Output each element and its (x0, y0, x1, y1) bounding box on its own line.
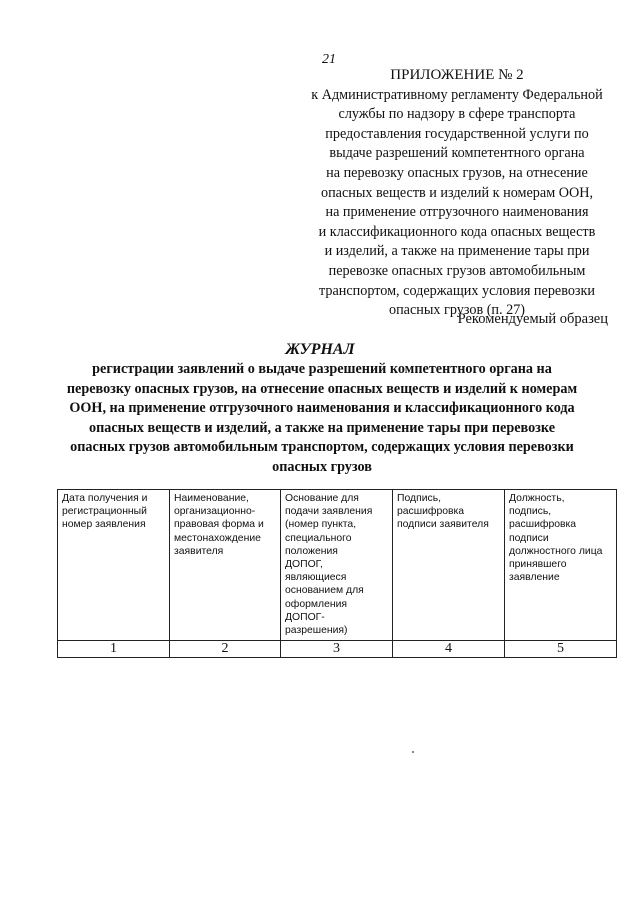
journal-subtitle-line: перевозку опасных грузов, на отнесение опасных веществ и изделий к номерам (66, 380, 578, 397)
appendix-text (292, 86, 622, 321)
column-header-line: ДОПОГ- (285, 611, 325, 623)
column-header-line: заявление (509, 572, 560, 584)
appendix-line: перевозке опасных грузов автомобильным (328, 262, 586, 279)
appendix-line: на применение отгрузочного наименования (325, 204, 589, 221)
appendix-line: службы по надзору в сфере транспорта (338, 106, 576, 123)
column-header-line: Дата получения и (62, 493, 148, 504)
column-header-line: являющиеся (285, 572, 347, 584)
column-header-line: разрешения) (285, 625, 348, 637)
appendix-line: предоставления государственной услуги по (325, 125, 589, 142)
column-number-1: 1 (58, 641, 170, 658)
column-header-line: местонахождение (174, 532, 261, 544)
appendix-block (292, 66, 622, 321)
column-number-4: 4 (393, 641, 505, 658)
journal-subtitle-line: ООН, на применение отгрузочного наименования и классификационного кода (69, 400, 575, 417)
column-header-1 (58, 490, 170, 641)
journal-subtitle-line: регистрации заявлений о выдаче разрешений компетентного органа на (92, 361, 552, 377)
journal-subtitle-line: опасных грузов автомобильным транспортом, содержащих условия перевозки (70, 439, 574, 456)
column-header-line: Должность, (509, 493, 565, 504)
column-header-line: основанием для (285, 585, 364, 597)
column-header-line: ДОПОГ, (285, 559, 323, 571)
appendix-line: опасных веществ и изделий к номерам ООН, (320, 184, 593, 201)
column-header-line: расшифровка (509, 519, 577, 531)
column-header-line: номер заявления (62, 519, 146, 531)
table-number-row (58, 641, 617, 658)
scan-speck (412, 751, 414, 753)
column-number-2: 2 (170, 641, 281, 658)
column-header-line: принявшего (509, 559, 567, 571)
appendix-line: и классификационного кода опасных веществ (318, 223, 596, 240)
appendix-line: выдаче разрешений компетентного органа (329, 145, 585, 162)
column-header-line: (номер пункта, (285, 519, 357, 531)
journal-title: ЖУРНАЛ (285, 341, 355, 358)
journal-subtitle-line: опасных грузов (272, 458, 372, 475)
appendix-line: опасных грузов (п. 27) (388, 302, 526, 319)
appendix-line: к Административному регламенту Федеральной (311, 86, 603, 103)
column-header-line: подписи (509, 532, 549, 544)
column-header-4 (393, 490, 505, 641)
journal-subtitle (62, 360, 582, 478)
column-header-line: Наименование, (174, 493, 249, 504)
column-header-line: должностного лица (509, 545, 603, 557)
register-table (57, 489, 617, 658)
appendix-heading: ПРИЛОЖЕНИЕ № 2 (390, 67, 524, 83)
column-header-3 (281, 490, 393, 641)
appendix-line: на перевозку опасных грузов, на отнесение (326, 164, 588, 181)
journal-subtitle-line: опасных веществ и изделий, а также на применение тары при перевозке (89, 419, 555, 436)
column-header-line: организационно- (174, 506, 256, 518)
page-number: 21 (322, 52, 336, 67)
column-header-line: расшифровка (397, 506, 465, 518)
table-header-row (58, 490, 617, 641)
column-number-3: 3 (281, 641, 393, 658)
column-header-5 (505, 490, 617, 641)
column-header-line: подпись, (509, 506, 552, 518)
column-header-line: положения (285, 545, 338, 557)
column-number-5: 5 (505, 641, 617, 658)
appendix-line: транспортом, содержащих условия перевозки (319, 282, 595, 299)
column-header-line: специального (285, 532, 352, 544)
column-header-line: подачи заявления (285, 506, 373, 518)
column-header-line: регистрационный (62, 506, 147, 518)
column-header-2 (170, 490, 281, 641)
column-header-line: правовая форма и (174, 519, 264, 531)
column-header-line: оформления (285, 598, 348, 610)
column-header-line: подписи заявителя (397, 519, 489, 531)
column-header-line: Основание для (285, 493, 359, 504)
column-header-line: заявителя (174, 545, 224, 557)
appendix-line: и изделий, а также на применение тары при (324, 243, 590, 260)
sample-note: Рекомендуемый образец (457, 311, 608, 327)
column-header-line: Подпись, (397, 493, 442, 504)
